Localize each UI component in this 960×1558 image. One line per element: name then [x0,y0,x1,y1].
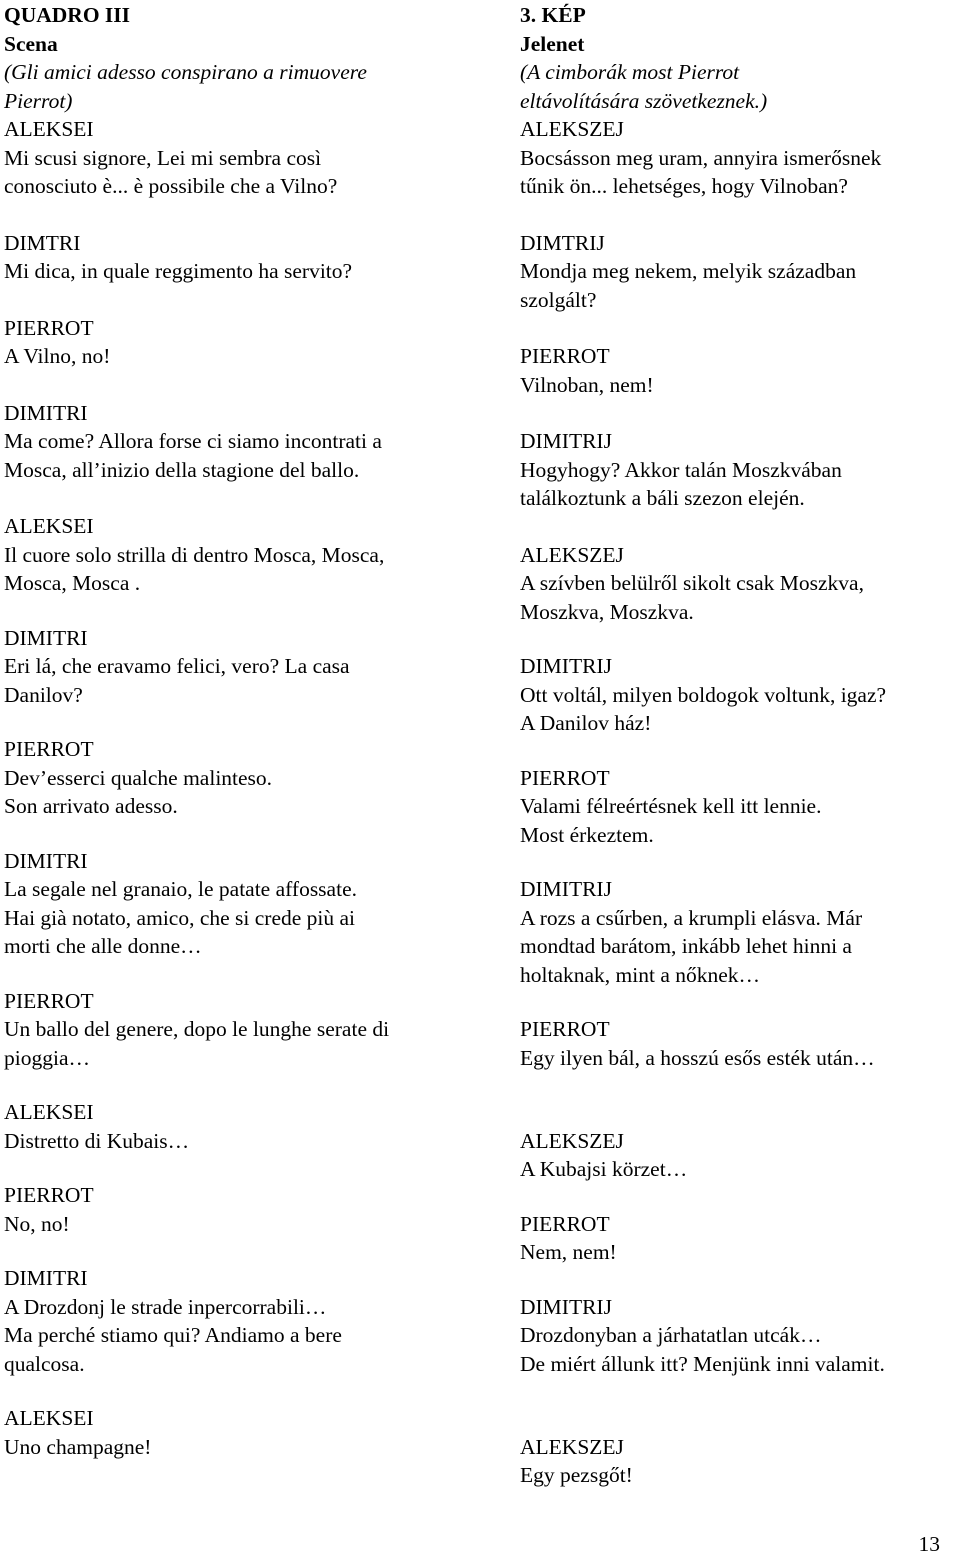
dialogue-block [520,652,950,738]
speaker-name: PIERROT [4,737,94,761]
speaker-name: DIMITRIJ [520,1294,612,1319]
speaker-name: PIERROT [4,315,94,340]
dialogue-block [4,512,474,598]
speaker-name: ALEKSEI [4,117,94,141]
dialogue-block [4,624,474,710]
dialogue-block [4,1098,474,1155]
dialogue-block [520,342,950,399]
dialogue-block [4,229,474,286]
dialogue-block [520,1433,950,1490]
hungarian-stage-direction-line: (A cimborák most Pierrot [520,60,740,84]
italian-column [4,0,474,1461]
italian-stage-direction-line: (Gli amici adesso conspirano a rimuovere [4,60,367,84]
dialogue-line: Nem, nem! [520,1240,617,1264]
speaker-name: DIMITRI [4,625,88,650]
dialogue-block [4,735,474,821]
speaker-name: PIERROT [520,1211,610,1236]
dialogue-block [4,1404,474,1461]
dialogue-block [4,399,474,485]
speaker-name: ALEKSZEJ [520,1128,624,1153]
speaker-name: DIMITRI [4,400,88,425]
dialogue-line: Eri lá, che eravamo felici, vero? La casa [4,654,350,678]
dialogue-line: De miért állunk itt? Menjünk inni valamit. [520,1351,885,1376]
dialogue-block [4,987,474,1073]
dialogue-block [520,229,950,315]
dialogue-block [520,875,950,989]
dialogue-line: A rozs a csűrben, a krumpli elásva. Már [520,905,863,930]
italian-stage-direction-line: Pierrot) [4,88,73,113]
dialogue-line: Il cuore solo strilla di dentro Mosca, Mosca, [4,542,385,567]
dialogue-line: conosciuto è... è possibile che a Vilno? [4,174,338,198]
speaker-name: DIMTRI [4,230,81,255]
dialogue-line: Son arrivato adesso. [4,794,178,818]
dialogue-line: Mosca, all’inizio della stagione del ballo. [4,457,360,482]
hungarian-column [520,0,950,1490]
dialogue-line: szolgált? [520,287,597,312]
dialogue-line: Uno champagne! [4,1434,152,1459]
speaker-name: DIMTRIJ [520,230,605,255]
dialogue-block [4,115,474,201]
dialogue-line: holtaknak, mint a nőknek… [520,962,761,987]
hungarian-dialogue [520,115,950,1490]
dialogue-line: Mondja meg nekem, melyik században [520,259,857,283]
dialogue-line [520,1072,950,1101]
italian-dialogue [4,115,474,1461]
dialogue-line: Un ballo del genere, dopo le lunghe serate di [4,1017,390,1041]
dialogue-block [520,1127,950,1184]
speaker-name: PIERROT [4,988,94,1013]
dialogue-line: Drozdonyban a járhatatlan utcák… [520,1323,822,1347]
dialogue-line: Danilov? [4,682,83,707]
dialogue-block [520,1210,950,1267]
speaker-name: ALEKSEI [4,1100,94,1124]
dialogue-line: Ma perché stiamo qui? Andiamo a bere [4,1323,342,1347]
dialogue-line: Mosca, Mosca . [4,571,141,595]
dialogue-line: Ma come? Allora forse ci siamo incontrati a [4,429,382,453]
hungarian-stage-direction-line: eltávolítására szövetkeznek.) [520,88,768,113]
dialogue-block [4,1181,474,1238]
dialogue-line: mondtad barátom, inkább lehet hinni a [520,934,852,958]
dialogue-line: La segale nel granaio, le patate affossate. [4,877,357,901]
dialogue-line: Mi scusi signore, Lei mi sembra così [4,145,322,170]
speaker-name: PIERROT [520,1017,610,1041]
dialogue-line: A Danilov ház! [520,711,652,735]
page-number: 13 [918,1532,940,1556]
dialogue-block [520,1015,950,1101]
dialogue-line: Bocsásson meg uram, annyira ismerősnek [520,145,882,170]
dialogue-line: A Vilno, no! [4,344,111,368]
dialogue-block [4,847,474,961]
dialogue-line: qualcosa. [4,1351,85,1376]
dialogue-line: Egy ilyen bál, a hosszú esős esték után… [520,1045,875,1070]
dialogue-line: Vilnoban, nem! [520,372,654,397]
dialogue-block [4,1264,474,1378]
hungarian-heading: 3. KÉP [520,3,586,27]
speaker-name: ALEKSZEJ [520,1434,624,1459]
dialogue-line: A Kubajsi körzet… [520,1157,688,1181]
dialogue-line: Dev’esserci qualche malinteso. [4,765,273,790]
dialogue-line: Most érkeztem. [520,822,654,847]
speaker-name: DIMITRIJ [520,877,612,901]
speaker-name: PIERROT [520,765,610,790]
dialogue-line: morti che alle donne… [4,934,202,958]
dialogue-line: találkoztunk a báli szezon elején. [520,486,805,510]
speaker-name: PIERROT [4,1183,94,1207]
dialogue-line: Hogyhogy? Akkor talán Moszkvában [520,457,842,482]
speaker-name: ALEKSZEJ [520,117,624,141]
italian-scene: Scena [4,31,58,56]
dialogue-line: A Drozdonj le strade inpercorrabili… [4,1294,327,1319]
dialogue-line: pioggia… [4,1045,90,1070]
dialogue-line: Hai già notato, amico, che si crede più ai [4,905,356,930]
dialogue-block [520,1293,950,1407]
speaker-name: DIMITRIJ [520,429,612,453]
dialogue-line: Distretto di Kubais… [4,1128,190,1153]
speaker-name: DIMITRI [4,848,88,873]
speaker-name: ALEKSEI [4,514,94,538]
speaker-name: ALEKSZEJ [520,542,624,567]
dialogue-block [520,541,950,627]
dialogue-block [520,115,950,201]
dialogue-line: Mi dica, in quale reggimento ha servito? [4,259,353,283]
dialogue-line: tűnik ön... lehetséges, hogy Vilnoban? [520,174,848,198]
dialogue-line: No, no! [4,1211,70,1236]
italian-heading: QUADRO III [4,3,131,27]
dialogue-line: Egy pezsgőt! [520,1463,633,1487]
dialogue-block [520,427,950,513]
speaker-name: DIMITRIJ [520,654,612,678]
speaker-name: ALEKSEI [4,1406,94,1430]
dialogue-block [520,764,950,850]
dialogue-line: Moszkva, Moszkva. [520,599,694,624]
speaker-name: PIERROT [520,344,610,368]
dialogue-line: Valami félreértésnek kell itt lennie. [520,794,822,818]
dialogue-line [520,1378,950,1407]
speaker-name: DIMITRI [4,1266,88,1290]
dialogue-block [4,314,474,371]
dialogue-line: A szívben belülről sikolt csak Moszkva, [520,571,864,595]
hungarian-scene: Jelenet [520,31,585,56]
dialogue-line: Ott voltál, milyen boldogok voltunk, igaz? [520,682,887,707]
